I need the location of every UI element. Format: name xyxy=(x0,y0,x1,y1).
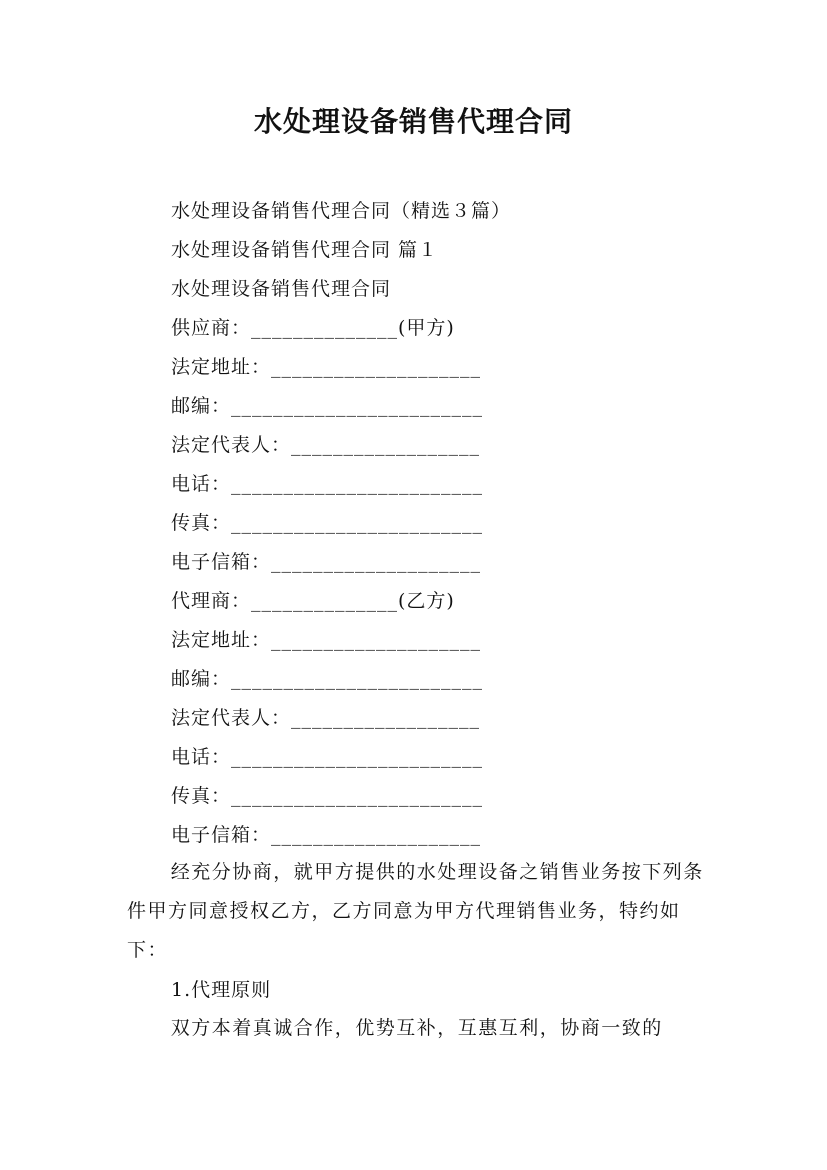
body-paragraph-intro: 经充分协商，就甲方提供的水处理设备之销售业务按下列条件甲方同意授权乙方，乙方同意为甲方代理销售业务，特约如下： xyxy=(127,861,704,961)
agent-fax-field: 传真：________________________ xyxy=(171,785,484,807)
supplier-address-field: 法定地址：____________________ xyxy=(171,356,482,378)
agent-address-field: 法定地址：____________________ xyxy=(171,629,482,651)
agent-phone-field: 电话：________________________ xyxy=(171,746,484,768)
supplier-field: 供应商：______________(甲方) xyxy=(171,317,455,339)
text-line-subtitle: 水处理设备销售代理合同（精选３篇） xyxy=(171,200,512,222)
section-heading-principle: 1.代理原则 xyxy=(171,979,272,1001)
document-title: 水处理设备销售代理合同 xyxy=(253,105,573,138)
agent-postcode-field: 邮编：________________________ xyxy=(171,668,484,690)
text-line-article-heading: 水处理设备销售代理合同 篇１ xyxy=(171,239,439,261)
agent-legal-rep-field: 法定代表人：__________________ xyxy=(171,707,481,729)
supplier-email-field: 电子信箱：____________________ xyxy=(171,551,482,573)
agent-field: 代理商：______________(乙方) xyxy=(171,590,455,612)
supplier-phone-field: 电话：________________________ xyxy=(171,473,484,495)
body-paragraph-principle: 双方本着真诚合作，优势互补，互惠互利，协商一致的 xyxy=(170,1017,663,1039)
supplier-fax-field: 传真：________________________ xyxy=(171,512,484,534)
agent-email-field: 电子信箱：____________________ xyxy=(171,824,482,846)
text-line-contract-name: 水处理设备销售代理合同 xyxy=(171,278,392,300)
supplier-legal-rep-field: 法定代表人：__________________ xyxy=(171,434,481,456)
supplier-postcode-field: 邮编：________________________ xyxy=(171,395,484,417)
